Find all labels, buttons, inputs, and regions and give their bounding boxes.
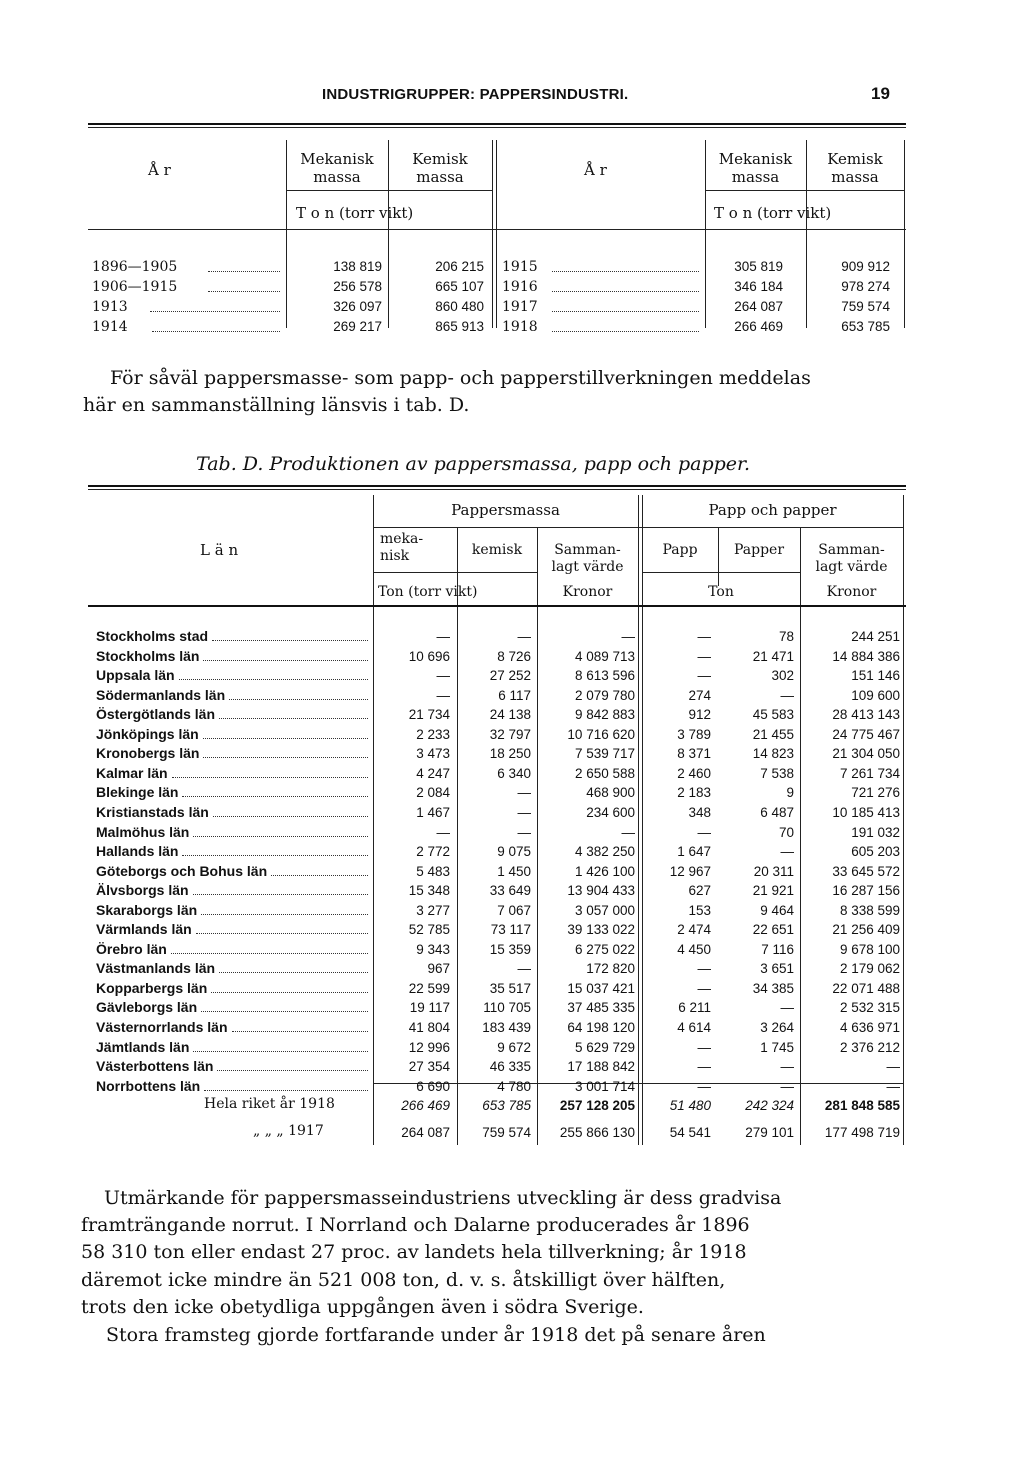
- leader-dots: [217, 1070, 368, 1071]
- cell-sum2: 10 185 413: [832, 805, 900, 820]
- total-1917-mek: 264 087: [401, 1125, 450, 1140]
- county-name: Gävleborgs län: [96, 999, 198, 1015]
- unit-rule: [705, 190, 904, 191]
- cell-papper: 9: [786, 785, 794, 800]
- cell-mek: —: [436, 688, 450, 703]
- para-line: däremot icke mindre än 521 008 ton, d. v. s. åtskilligt över hälften,: [81, 1269, 726, 1291]
- cell-sum2: 605 203: [851, 844, 900, 859]
- cell-kem: 110 705: [483, 1000, 531, 1015]
- col-kem-left-2: massa: [416, 168, 464, 186]
- mek-cell: 326 097: [333, 299, 382, 314]
- county-name: Blekinge län: [96, 784, 179, 800]
- cell-papper: 20 311: [753, 864, 794, 879]
- cell-papper: 21 471: [752, 649, 794, 664]
- county-name: Västerbottens län: [96, 1058, 214, 1074]
- county-name: Västmanlands län: [96, 960, 216, 976]
- leader-dots: [229, 699, 368, 700]
- cell-papper: 3 264: [760, 1020, 794, 1035]
- leader-dots: [552, 311, 699, 312]
- cell-mek: 4 247: [416, 766, 450, 781]
- col-divider: [718, 528, 719, 586]
- cell-mek: 10 696: [408, 649, 450, 664]
- cell-sum1: 4 089 713: [574, 649, 635, 664]
- year-cell: 1916: [502, 279, 538, 295]
- cell-papper: 302: [771, 668, 794, 683]
- cell-papper: 7 116: [761, 942, 794, 957]
- cell-papper: —: [780, 1079, 794, 1094]
- cell-kem: 9 672: [497, 1040, 531, 1055]
- cell-sum1: —: [621, 629, 635, 644]
- cell-papp: 6 211: [678, 1000, 711, 1015]
- cell-sum2: 22 071 488: [832, 981, 900, 996]
- cell-sum1: 1 426 100: [574, 864, 635, 879]
- cell-papper: 45 583: [752, 707, 794, 722]
- year-cell: 1914: [92, 319, 128, 335]
- col-lan: L ä n: [200, 541, 239, 559]
- leader-dots: [182, 855, 368, 856]
- cell-sum1: 9 842 883: [574, 707, 635, 722]
- cell-papp: 3 789: [677, 727, 711, 742]
- cell-sum2: 16 287 156: [832, 883, 900, 898]
- cell-sum1: 172 820: [586, 961, 635, 976]
- leader-dots: [182, 796, 368, 797]
- leader-dots: [193, 1051, 368, 1052]
- col-year-left: Å r: [148, 161, 171, 179]
- leader-dots: [201, 914, 368, 915]
- cell-mek: 9 343: [416, 942, 450, 957]
- mek-cell: 138 819: [333, 259, 382, 274]
- total-1918-kem: 653 785: [482, 1098, 531, 1113]
- cell-papper: 21 455: [752, 727, 794, 742]
- kem-cell: 759 574: [841, 299, 890, 314]
- cell-papp: 912: [688, 707, 711, 722]
- cell-mek: 27 354: [408, 1059, 450, 1074]
- cell-papp: 2 183: [677, 785, 711, 800]
- cell-sum1: 10 716 620: [567, 727, 635, 742]
- total-1918-papp: 51 480: [669, 1098, 711, 1113]
- leader-dots: [211, 992, 368, 993]
- total-1917-kem: 759 574: [482, 1125, 531, 1140]
- cell-kem: 24 138: [489, 707, 531, 722]
- group-pappersmassa: Pappersmassa: [451, 501, 560, 519]
- cell-mek: 2 084: [416, 785, 450, 800]
- cell-papp: —: [697, 1040, 711, 1055]
- col-divider: [638, 495, 639, 1145]
- cell-papp: 627: [688, 883, 711, 898]
- leader-dots: [552, 271, 699, 272]
- col-papper: Papper: [733, 542, 785, 558]
- kem-cell: 865 913: [435, 319, 484, 334]
- col-kem-left: Kemisk: [412, 150, 468, 168]
- cell-kem: 15 359: [489, 942, 531, 957]
- cell-sum2: 109 600: [851, 688, 900, 703]
- cell-papper: —: [780, 1000, 794, 1015]
- leader-dots: [203, 660, 368, 661]
- cell-sum2: —: [886, 1079, 900, 1094]
- cell-kem: 1 450: [497, 864, 531, 879]
- total-1917-sum2: 177 498 719: [824, 1125, 900, 1140]
- cell-sum1: 39 133 022: [567, 922, 635, 937]
- county-name: Kronobergs län: [96, 745, 200, 761]
- cell-kem: —: [517, 629, 531, 644]
- county-name: Jönköpings län: [96, 726, 199, 742]
- year-cell: 1915: [502, 259, 538, 275]
- cell-papp: 4 614: [677, 1020, 711, 1035]
- cell-kem: 6 117: [498, 688, 531, 703]
- leader-dots: [172, 777, 368, 778]
- leader-dots: [552, 291, 699, 292]
- cell-mek: —: [436, 668, 450, 683]
- para-line: Stora framsteg gjorde fortfarande under år 1918 det på senare åren: [106, 1324, 766, 1346]
- county-name: Hallands län: [96, 843, 179, 859]
- unit-kronor-2: Kronor: [826, 584, 877, 600]
- cell-papper: 14 823: [752, 746, 794, 761]
- cell-kem: 33 649: [489, 883, 531, 898]
- unit-rule: [373, 572, 537, 573]
- leader-dots: [232, 1031, 369, 1032]
- total-1918-label: Hela riket år 1918: [204, 1096, 335, 1112]
- cell-sum2: 721 276: [851, 785, 900, 800]
- cell-sum2: 7 261 734: [839, 766, 900, 781]
- cell-sum2: 9 678 100: [839, 942, 900, 957]
- kem-cell: 909 912: [841, 259, 890, 274]
- total-1918-sum2: 281 848 585: [824, 1098, 900, 1113]
- county-name: Uppsala län: [96, 667, 175, 683]
- cell-sum2: 244 251: [851, 629, 900, 644]
- cell-mek: 2 233: [416, 727, 450, 742]
- unit-kronor-1: Kronor: [562, 584, 613, 600]
- cell-mek: —: [436, 629, 450, 644]
- cell-sum1: 4 382 250: [574, 844, 635, 859]
- group-papp-och-papper: Papp och papper: [708, 501, 837, 519]
- cell-papp: 2 474: [677, 922, 711, 937]
- cell-sum2: 21 256 409: [832, 922, 900, 937]
- county-name: Kristianstads län: [96, 804, 209, 820]
- unit-left: T o n (torr vikt): [296, 204, 414, 222]
- cell-papp: —: [697, 629, 711, 644]
- cell-papper: 7 538: [760, 766, 794, 781]
- year-cell: 1913: [92, 299, 128, 315]
- leader-dots: [213, 816, 368, 817]
- year-cell: 1896—1905: [92, 259, 178, 275]
- cell-sum1: 2 650 588: [574, 766, 635, 781]
- kem-cell: 206 215: [435, 259, 484, 274]
- cell-mek: 41 804: [408, 1020, 450, 1035]
- table-caption: Tab. D. Produktionen av pappersmassa, papp och papper.: [196, 453, 751, 475]
- col-sum1: Samman-: [554, 542, 621, 558]
- cell-papper: —: [780, 844, 794, 859]
- total-1918-papper: 242 324: [745, 1098, 794, 1113]
- cell-sum2: —: [886, 1059, 900, 1074]
- county-name: Stockholms stad: [96, 628, 209, 644]
- cell-papp: —: [697, 668, 711, 683]
- col-mek-right-2: massa: [731, 168, 780, 186]
- cell-papper: —: [780, 1059, 794, 1074]
- county-name: Göteborgs och Bohus län: [96, 863, 268, 879]
- county-name: Kalmar län: [96, 765, 168, 781]
- cell-papper: 34 385: [752, 981, 794, 996]
- mek-cell: 269 217: [333, 319, 382, 334]
- para-line: här en sammanställning länsvis i tab. D.: [83, 394, 470, 416]
- leader-dots: [219, 972, 368, 973]
- cell-papp: —: [697, 1059, 711, 1074]
- cell-papper: —: [780, 688, 794, 703]
- cell-papp: 4 450: [677, 942, 711, 957]
- cell-sum2: 33 645 572: [832, 864, 900, 879]
- cell-sum2: 2 532 315: [839, 1000, 900, 1015]
- cell-mek: 52 785: [408, 922, 450, 937]
- top-rule-thin: [88, 127, 906, 128]
- cell-kem: —: [517, 785, 531, 800]
- leader-dots: [271, 875, 368, 876]
- unit-rule: [642, 572, 800, 573]
- county-name: Norrbottens län: [96, 1078, 201, 1094]
- cell-sum1: 3 001 714: [574, 1079, 635, 1094]
- kem-cell: 978 274: [841, 279, 890, 294]
- col-papp: Papp: [662, 542, 698, 558]
- cell-mek: 2 772: [416, 844, 450, 859]
- cell-mek: 19 117: [409, 1000, 450, 1015]
- cell-sum2: 151 146: [851, 668, 900, 683]
- running-head: INDUSTRIGRUPPER: PAPPERSINDUSTRI.: [322, 86, 629, 103]
- cell-kem: —: [517, 805, 531, 820]
- col-sum2: Samman-: [818, 542, 885, 558]
- para-line: För såväl pappersmasse- som papp- och papperstillverkningen meddelas: [110, 367, 811, 389]
- cell-sum1: 17 188 842: [567, 1059, 635, 1074]
- year-cell: 1917: [502, 299, 538, 315]
- total-1918-mek: 266 469: [401, 1098, 450, 1113]
- para-line: framträngande norrut. I Norrland och Dalarne producerades år 1896: [81, 1214, 750, 1236]
- col-sum1-2: lagt värde: [551, 559, 624, 575]
- leader-dots: [201, 1011, 368, 1012]
- cell-papper: 6 487: [760, 805, 794, 820]
- cell-sum2: 191 032: [851, 825, 900, 840]
- cell-papper: 3 651: [760, 961, 794, 976]
- cell-papp: 348: [688, 805, 711, 820]
- header-rule: [88, 605, 906, 607]
- cell-sum1: 3 057 000: [574, 903, 635, 918]
- unit-ton-torr: Ton (torr vikt): [378, 584, 478, 600]
- county-name: Örebro län: [96, 941, 167, 957]
- cell-kem: 9 075: [497, 844, 531, 859]
- cell-papper: 22 651: [752, 922, 794, 937]
- cell-kem: 4 780: [497, 1079, 531, 1094]
- unit-rule: [286, 190, 492, 191]
- cell-papp: 153: [688, 903, 711, 918]
- col-mek-left-2: massa: [313, 168, 361, 186]
- cell-papp: 2 460: [677, 766, 711, 781]
- cell-papper: 78: [778, 629, 794, 644]
- para-line: trots den icke obetydliga uppgången även i södra Sverige.: [81, 1296, 644, 1318]
- leader-dots: [552, 331, 699, 332]
- mek-cell: 305 819: [734, 259, 783, 274]
- cell-sum2: 2 179 062: [839, 961, 900, 976]
- cell-papper: 21 921: [752, 883, 794, 898]
- cell-sum2: 2 376 212: [839, 1040, 900, 1055]
- kem-cell: 653 785: [841, 319, 890, 334]
- cell-kem: 32 797: [489, 727, 531, 742]
- col-divider: [903, 495, 904, 1145]
- top-rule-thin: [88, 489, 906, 490]
- county-name: Skaraborgs län: [96, 902, 198, 918]
- county-name: Älvsborgs län: [96, 882, 189, 898]
- header-rule: [88, 229, 906, 230]
- unit-ton: Ton: [708, 584, 734, 600]
- col-kem-right-2: massa: [831, 168, 879, 186]
- leader-dots: [196, 933, 368, 934]
- cell-sum1: 5 629 729: [574, 1040, 635, 1055]
- cell-sum1: 2 079 780: [574, 688, 635, 703]
- cell-papp: —: [697, 649, 711, 664]
- leader-dots: [193, 836, 368, 837]
- cell-mek: 6 690: [416, 1079, 450, 1094]
- total-1917-papper: 279 101: [745, 1125, 794, 1140]
- leader-dots: [179, 679, 368, 680]
- cell-sum1: 6 275 022: [574, 942, 635, 957]
- cell-sum2: 24 775 467: [832, 727, 900, 742]
- cell-mek: 12 996: [408, 1040, 450, 1055]
- cell-sum1: 7 539 717: [574, 746, 635, 761]
- year-cell: 1918: [502, 319, 538, 335]
- cell-mek: 22 599: [408, 981, 450, 996]
- cell-kem: 73 117: [490, 922, 531, 937]
- col-kem: kemisk: [471, 542, 523, 558]
- cell-kem: 7 067: [497, 903, 531, 918]
- cell-mek: 1 467: [416, 805, 450, 820]
- col-mek-left: Mekanisk: [300, 150, 374, 168]
- group-rule: [373, 527, 903, 528]
- cell-papper: 70: [778, 825, 794, 840]
- page-number: 19: [871, 84, 890, 103]
- cell-sum2: 8 338 599: [839, 903, 900, 918]
- leader-dots: [203, 738, 368, 739]
- cell-kem: 27 252: [489, 668, 531, 683]
- cell-kem: 35 517: [489, 981, 531, 996]
- county-name: Jämtlands län: [96, 1039, 190, 1055]
- cell-sum2: 28 413 143: [832, 707, 900, 722]
- cell-papp: —: [697, 981, 711, 996]
- cell-sum1: 15 037 421: [567, 981, 635, 996]
- col-mek-2: nisk: [380, 548, 410, 564]
- year-cell: 1906—1915: [92, 279, 178, 295]
- cell-sum1: 37 485 335: [567, 1000, 635, 1015]
- unit-right: T o n (torr vikt): [714, 204, 832, 222]
- mek-cell: 256 578: [333, 279, 382, 294]
- cell-sum2: 14 884 386: [832, 649, 900, 664]
- cell-papp: 1 647: [677, 844, 711, 859]
- cell-mek: 967: [427, 961, 450, 976]
- cell-sum2: 4 636 971: [839, 1020, 900, 1035]
- col-mek: meka-: [380, 531, 424, 547]
- col-sum2-2: lagt värde: [815, 559, 888, 575]
- total-1917-sum1: 255 866 130: [559, 1125, 635, 1140]
- cell-kem: 183 439: [482, 1020, 531, 1035]
- county-name: Västernorrlands län: [96, 1019, 228, 1035]
- cell-sum1: 8 613 596: [574, 668, 635, 683]
- cell-mek: 5 483: [416, 864, 450, 879]
- col-divider: [904, 140, 905, 328]
- county-name: Östergötlands län: [96, 706, 216, 722]
- cell-papper: 9 464: [760, 903, 794, 918]
- county-name: Malmöhus län: [96, 824, 190, 840]
- col-mek-right: Mekanisk: [718, 150, 793, 168]
- leader-dots: [193, 894, 368, 895]
- leader-dots: [171, 953, 368, 954]
- cell-mek: 3 277: [416, 903, 450, 918]
- cell-kem: 46 335: [489, 1059, 531, 1074]
- leader-dots: [152, 331, 280, 332]
- county-name: Kopparbergs län: [96, 980, 208, 996]
- cell-sum1: 64 198 120: [567, 1020, 635, 1035]
- county-name: Stockholms län: [96, 648, 200, 664]
- cell-papp: 12 967: [669, 864, 711, 879]
- total-1917-label: „ „ „ 1917: [253, 1123, 324, 1139]
- cell-sum1: 234 600: [586, 805, 635, 820]
- leader-dots: [204, 1090, 368, 1091]
- cell-papp: —: [697, 825, 711, 840]
- total-1917-papp: 54 541: [669, 1125, 711, 1140]
- cell-kem: 6 340: [497, 766, 531, 781]
- total-1918-sum1: 257 128 205: [559, 1098, 635, 1113]
- cell-sum2: 21 304 050: [832, 746, 900, 761]
- county-name: Södermanlands län: [96, 687, 226, 703]
- cell-kem: —: [517, 825, 531, 840]
- para-line: 58 310 ton eller endast 27 proc. av landets hela tillverkning; år 1918: [81, 1241, 747, 1263]
- leader-dots: [219, 718, 368, 719]
- mek-cell: 266 469: [734, 319, 783, 334]
- cell-mek: 3 473: [416, 746, 450, 761]
- para-line: Utmärkande för pappersmasseindustriens utveckling är dess gradvisa: [104, 1187, 782, 1209]
- cell-papp: 274: [688, 688, 711, 703]
- cell-papp: —: [697, 961, 711, 976]
- cell-kem: 8 726: [497, 649, 531, 664]
- leader-dots: [203, 757, 368, 758]
- col-divider: [496, 140, 497, 328]
- cell-kem: 18 250: [489, 746, 531, 761]
- leader-dots: [208, 271, 280, 272]
- cell-kem: —: [517, 961, 531, 976]
- col-year-right: Å r: [584, 161, 607, 179]
- cell-sum1: —: [621, 825, 635, 840]
- cell-papper: 1 745: [760, 1040, 794, 1055]
- leader-dots: [212, 640, 368, 641]
- cell-sum1: 468 900: [586, 785, 635, 800]
- top-rule: [88, 485, 906, 487]
- mek-cell: 264 087: [734, 299, 783, 314]
- col-kem-right: Kemisk: [827, 150, 883, 168]
- leader-dots: [208, 291, 280, 292]
- cell-mek: —: [436, 825, 450, 840]
- cell-sum1: 13 904 433: [567, 883, 635, 898]
- cell-mek: 21 734: [408, 707, 450, 722]
- cell-papp: 8 371: [677, 746, 711, 761]
- col-divider: [492, 140, 493, 328]
- mek-cell: 346 184: [734, 279, 783, 294]
- leader-dots: [150, 311, 280, 312]
- kem-cell: 860 480: [435, 299, 484, 314]
- county-name: Värmlands län: [96, 921, 192, 937]
- kem-cell: 665 107: [435, 279, 484, 294]
- cell-mek: 15 348: [408, 883, 450, 898]
- cell-papp: —: [697, 1079, 711, 1094]
- top-rule: [88, 123, 906, 125]
